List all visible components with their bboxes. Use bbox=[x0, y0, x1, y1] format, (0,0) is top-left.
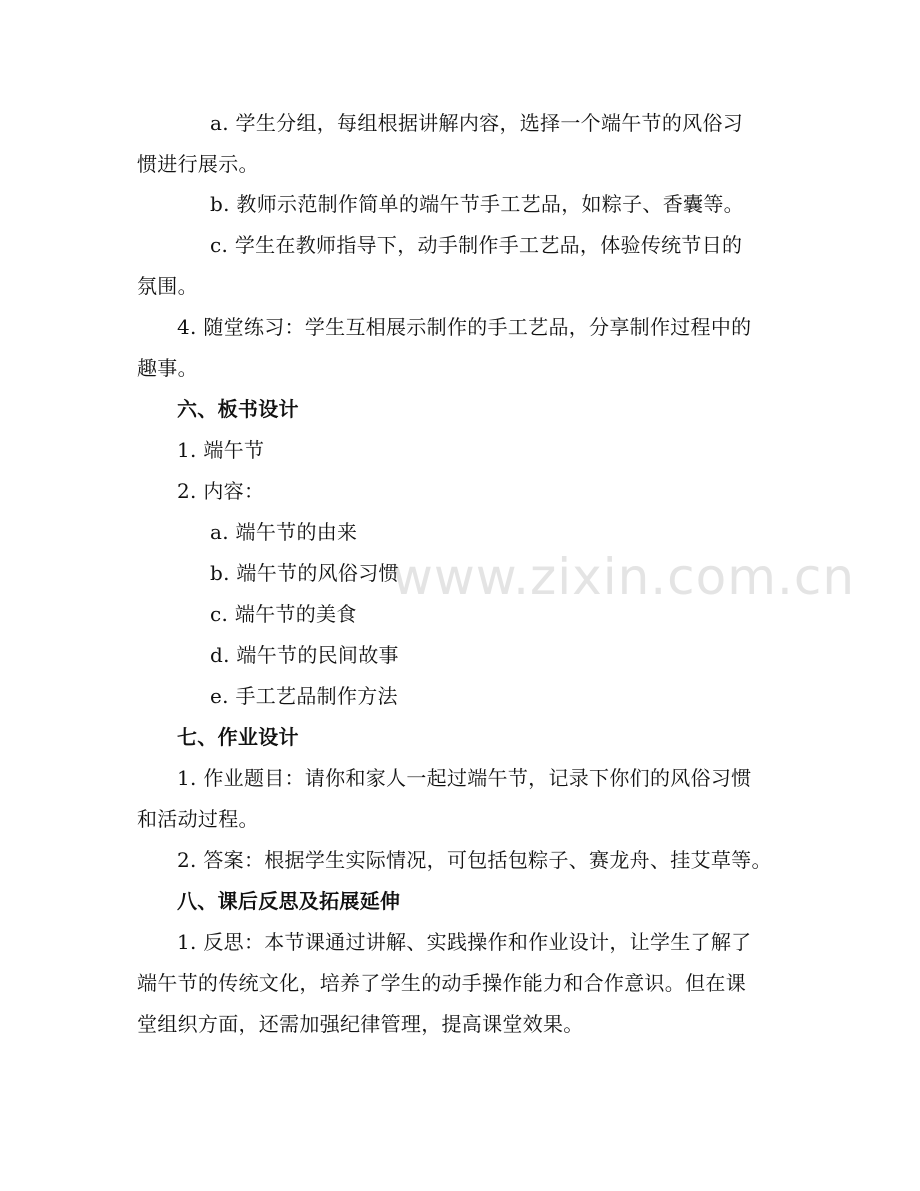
list-item: 1. 作业题目：请你和家人一起过端午节，记录下你们的风俗习惯 bbox=[177, 766, 752, 790]
list-item: 2. 答案：根据学生实际情况，可包括包粽子、赛龙舟、挂艾草等。 bbox=[177, 848, 772, 872]
sub-list-item: b. 端午节的风俗习惯 bbox=[210, 561, 399, 585]
list-item: a. 学生分组，每组根据讲解内容，选择一个端午节的风俗习 bbox=[210, 111, 744, 135]
list-item: c. 学生在教师指导下，动手制作手工艺品，体验传统节日的 bbox=[210, 233, 743, 257]
list-item-continuation: 堂组织方面，还需加强纪律管理，提高课堂效果。 bbox=[137, 1012, 584, 1036]
list-item-continuation: 惯进行展示。 bbox=[137, 152, 259, 176]
section-heading: 六、板书设计 bbox=[177, 397, 299, 421]
sub-list-item: d. 端午节的民间故事 bbox=[210, 643, 399, 667]
section-heading: 八、课后反思及拓展延伸 bbox=[177, 889, 401, 913]
list-item-continuation: 端午节的传统文化，培养了学生的动手操作能力和合作意识。但在课 bbox=[137, 971, 746, 995]
list-item-continuation: 趣事。 bbox=[137, 356, 198, 380]
list-item: 1. 端午节 bbox=[177, 438, 265, 462]
sub-list-item: e. 手工艺品制作方法 bbox=[210, 684, 398, 708]
sub-list-item: a. 端午节的由来 bbox=[210, 520, 358, 544]
watermark: www.zixin.com.cn bbox=[392, 548, 856, 606]
list-item-continuation: 氛围。 bbox=[137, 274, 198, 298]
list-item: 2. 内容： bbox=[177, 479, 265, 503]
list-item-continuation: 和活动过程。 bbox=[137, 807, 259, 831]
section-heading: 七、作业设计 bbox=[177, 725, 299, 749]
list-item: 1. 反思：本节课通过讲解、实践操作和作业设计，让学生了解了 bbox=[177, 930, 752, 954]
list-item: 4. 随堂练习：学生互相展示制作的手工艺品，分享制作过程中的 bbox=[177, 315, 752, 339]
sub-list-item: c. 端午节的美食 bbox=[210, 602, 357, 626]
list-item: b. 教师示范制作简单的端午节手工艺品，如粽子、香囊等。 bbox=[210, 192, 744, 216]
